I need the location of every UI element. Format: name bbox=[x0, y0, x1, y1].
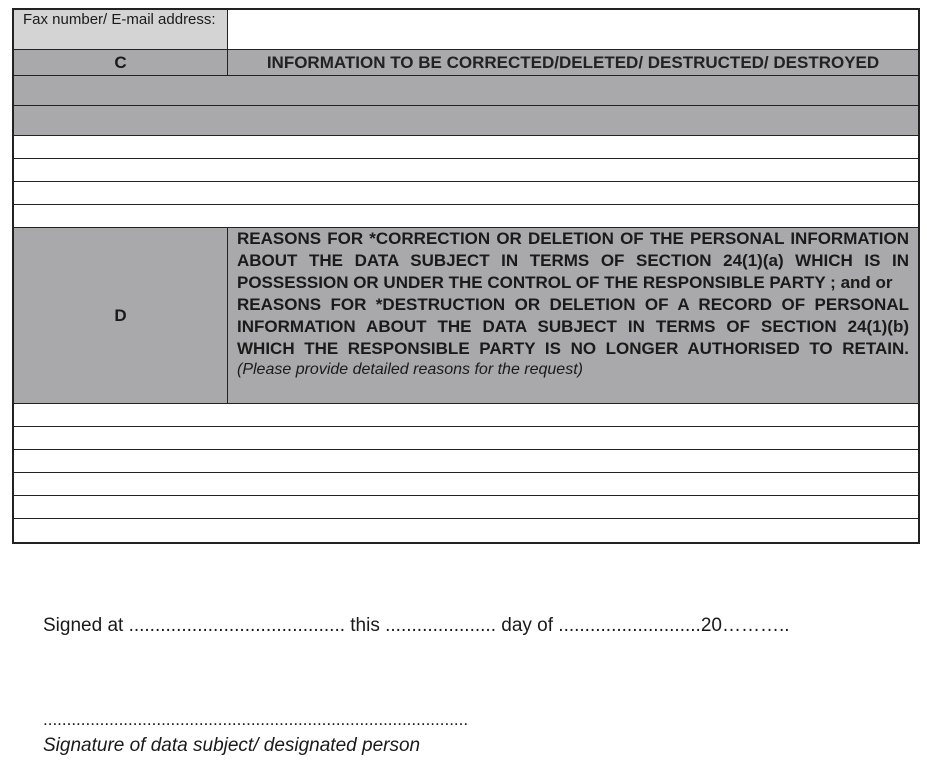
section-c-gray-row-2[interactable] bbox=[14, 106, 918, 136]
section-d-reason-destruction: REASONS FOR *DESTRUCTION OR DELETION OF A RECORD OF PERSONAL INFORMATION ABOUT THE DATA SUBJECT IN TERMS OF SECTION 24(1)(b) WHICH THE RESPONSIBLE PARTY IS NO LONGER AUTHORISED TO RETAIN. bbox=[237, 295, 909, 358]
fax-email-row bbox=[14, 10, 918, 50]
section-c-entry-row-1[interactable] bbox=[14, 136, 918, 159]
section-c-entry-row-3[interactable] bbox=[14, 182, 918, 205]
section-d-letter: D bbox=[14, 228, 228, 403]
section-d-entry-row-5[interactable] bbox=[14, 496, 918, 519]
fax-email-field[interactable] bbox=[228, 10, 918, 49]
section-d-entry-row-4[interactable] bbox=[14, 473, 918, 496]
section-c-header-row bbox=[14, 50, 918, 76]
section-c-entry-row-2[interactable] bbox=[14, 159, 918, 182]
section-d-entry-row-1[interactable] bbox=[14, 404, 918, 427]
section-c-letter: C bbox=[14, 50, 228, 75]
section-d-entry-row-2[interactable] bbox=[14, 427, 918, 450]
section-d-instructions bbox=[228, 228, 918, 403]
section-d-header-row bbox=[14, 228, 918, 404]
signed-at-line[interactable]: Signed at ......................................... this ..................... day of ...........................20……….. bbox=[43, 615, 790, 636]
section-d-reason-correction: REASONS FOR *CORRECTION OR DELETION OF THE PERSONAL INFORMATION ABOUT THE DATA SUBJECT IN TERMS OF SECTION 24(1)(a) WHICH IS IN POSSESSION OR UNDER THE CONTROL OF THE RESPONSIBLE PARTY ; and or bbox=[237, 229, 909, 292]
section-c-entry-row-4[interactable] bbox=[14, 205, 918, 228]
section-d-entry-row-3[interactable] bbox=[14, 450, 918, 473]
request-form-table bbox=[12, 8, 920, 544]
section-d-note: (Please provide detailed reasons for the request) bbox=[237, 361, 583, 378]
signature-caption: Signature of data subject/ designated person bbox=[43, 735, 421, 756]
section-c-title: INFORMATION TO BE CORRECTED/DELETED/ DESTRUCTED/ DESTROYED bbox=[266, 52, 880, 72]
fax-email-label: Fax number/ E-mail address: bbox=[14, 10, 228, 49]
section-d-entry-row-6[interactable] bbox=[14, 519, 918, 542]
section-c-gray-row-1[interactable] bbox=[14, 76, 918, 106]
signature-line[interactable]: .......................................................................................... bbox=[43, 710, 469, 729]
